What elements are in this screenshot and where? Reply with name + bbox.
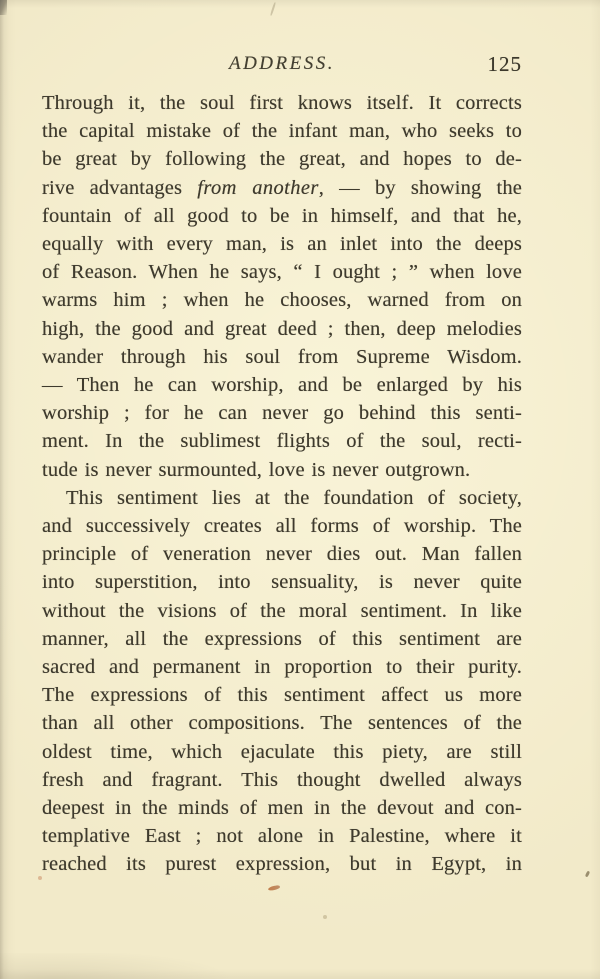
text-segment: than all other compositions. The sentences of the <box>42 712 522 735</box>
ink-stain <box>268 885 281 891</box>
text-line <box>42 230 522 258</box>
text-line <box>42 456 522 484</box>
text-segment: without the visions of the moral sentiment. In like <box>42 599 522 622</box>
text-segment: of Reason. When he says, “ I ought ; ” when love <box>42 261 522 284</box>
text-line <box>42 89 522 117</box>
running-title: ADDRESS. <box>228 53 335 74</box>
text-segment: warms him ; when he chooses, warned from on <box>42 289 522 312</box>
text-segment: tude is never surmounted, love is never outgrown. <box>42 458 471 481</box>
text-line <box>42 399 522 427</box>
text-segment: The expressions of this sentiment affect us more <box>42 684 522 707</box>
text-line <box>42 738 522 766</box>
text-segment: — Then he can worship, and be enlarged by his <box>42 374 522 397</box>
text-segment: into superstition, into sensuality, is never quite <box>42 571 522 594</box>
text-line <box>42 315 522 343</box>
text-line <box>42 794 522 822</box>
scan-speck <box>323 915 327 919</box>
text-line <box>42 343 522 371</box>
running-head <box>42 53 522 79</box>
text-line <box>42 145 522 173</box>
text-line <box>42 174 522 202</box>
text-segment: the capital mistake of the infant man, who seeks to <box>42 120 522 143</box>
text-segment: Through it, the soul first knows itself. It corrects <box>42 92 522 114</box>
text-line <box>42 597 522 625</box>
text-line <box>42 540 522 568</box>
text-segment: fountain of all good to be in himself, and that he, <box>42 204 522 227</box>
body-text <box>42 89 522 879</box>
text-segment: wander through his soul from Supreme Wisdom. <box>42 345 522 368</box>
text-segment: high, the good and great deed ; then, deep melodies <box>42 317 522 340</box>
text-segment: be great by following the great, and hopes to de- <box>42 148 522 171</box>
scan-speck <box>38 876 42 880</box>
text-segment: reached its purest expression, but in Egypt, in <box>42 853 522 876</box>
text-line <box>42 286 522 314</box>
text-segment: sacred and permanent in proportion to their purity. <box>42 656 522 679</box>
scan-scratch <box>270 2 276 16</box>
text-line <box>42 653 522 681</box>
text-segment: ment. In the sublimest flights of the soul, recti- <box>42 430 522 453</box>
text-line <box>42 512 522 540</box>
text-line <box>42 371 522 399</box>
text-segment: rive advantages <box>42 176 198 199</box>
text-line <box>42 766 522 794</box>
text-segment: fresh and fragrant. This thought dwelled always <box>42 768 522 791</box>
page-edge-shading <box>0 953 260 979</box>
text-line <box>42 709 522 737</box>
text-segment: principle of veneration never dies out. Man fallen <box>42 543 522 566</box>
text-line <box>42 484 522 512</box>
scan-speck <box>585 871 590 878</box>
text-segment: templative East ; not alone in Palestine, where it <box>42 825 522 848</box>
page-number: 125 <box>487 52 522 76</box>
text-segment: and successively creates all forms of worship. The <box>42 515 522 538</box>
text-line <box>42 568 522 596</box>
text-line <box>42 202 522 230</box>
text-line <box>42 117 522 145</box>
text-segment: manner, all the expressions of this sentiment are <box>42 627 522 650</box>
text-segment: , — by showing the <box>318 176 523 199</box>
text-line <box>42 850 522 878</box>
text-segment: worship ; for he can never go behind this senti- <box>42 402 522 425</box>
text-segment: equally with every man, is an inlet into the deeps <box>42 233 522 256</box>
text-line <box>42 258 522 286</box>
text-line <box>42 427 522 455</box>
text-line <box>42 625 522 653</box>
text-line <box>42 681 522 709</box>
text-segment: oldest time, which ejaculate this piety, are still <box>42 740 522 763</box>
text-line <box>42 822 522 850</box>
text-segment: This sentiment lies at the foundation of society, <box>66 486 522 509</box>
italic-phrase: from another <box>197 176 319 199</box>
scan-edge-artifact <box>0 0 7 15</box>
text-segment: deepest in the minds of men in the devout and con- <box>42 797 522 820</box>
